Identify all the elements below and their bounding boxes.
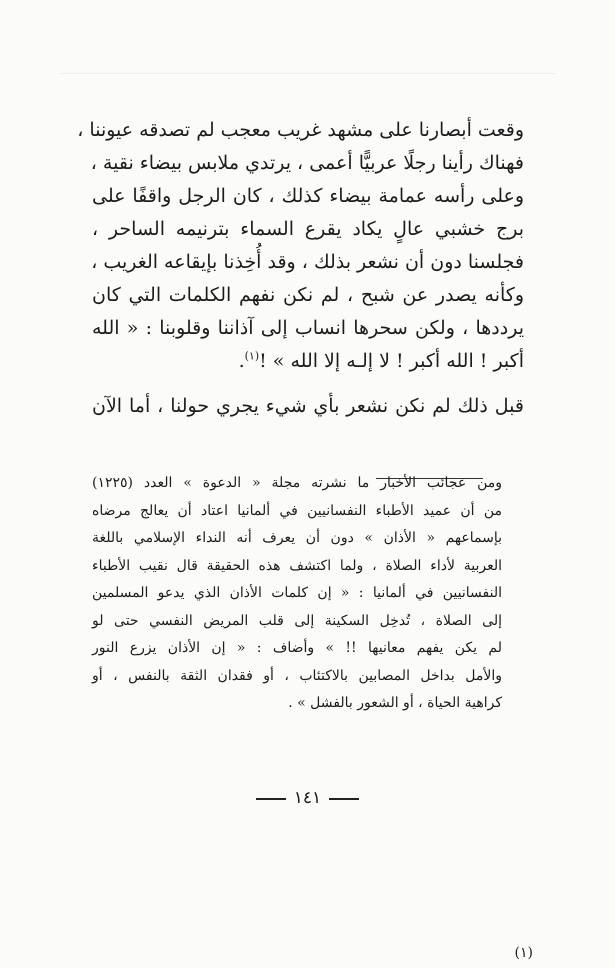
body-line: برج خشبي عالٍ يكاد يقرع السماء بترنيمه الساحر ، xyxy=(92,218,524,240)
body-line: فجلسنا دون أن نشعر بذلك ، وقد أُخِذنا بإيقاعه الغريب ، xyxy=(91,251,524,273)
footnote-line: ومن عجائب الأخبار ما نشرته مجلة « الدعوة » العدد (١٢٢٥) xyxy=(92,475,502,491)
footnote-line-last: كراهية الحياة ، أو الشعور بالفشل » . xyxy=(288,695,502,711)
body-line-last-text: أكبر ! الله أكبر ! لا إلـه إلا الله » ! xyxy=(259,350,524,372)
body-line-last: أكبر ! الله أكبر ! لا إلـه إلا الله » !$^{(١)}$. xyxy=(238,349,524,372)
top-divider xyxy=(60,73,555,74)
footnote-line: النفسانيين في ألمانيا : « إن كلمات الأذان الذي يدعو المسلمين xyxy=(92,585,502,601)
body-line: وقعت أبصارنا على مشهد غريب معجب لم تصدقه عيوننا ، xyxy=(77,119,524,141)
footnote-line: إلى الصلاة ، تُدخِل السكينة إلى قلب المريض النفسي حتى لو xyxy=(92,612,502,629)
next-paragraph-line: قبل ذلك لم نكن نشعر بأي شيء يجري حولنا ، أما الآن xyxy=(92,395,524,417)
page-number-dash xyxy=(329,798,359,800)
footnote-line: من أن عميد الأطباء النفسانيين في ألمانيا اعتاد أن يعالج مرضاه xyxy=(92,502,502,519)
footnote-line: العربية لأداء الصلاة ، ولما اكتشف هذه الحقيقة قال نقيب الأطباء xyxy=(92,557,502,574)
body-line: يرددها ، ولكن سحرها انساب إلى آذاننا وقلوبنا : « الله xyxy=(92,317,524,339)
footnote-line: والأمل بداخل المصابين بالاكتئاب ، أو فقدان الثقة بالنفس ، أو xyxy=(92,667,502,684)
footnote-marker: (١) xyxy=(514,945,533,961)
body-line: وكأنه يصدر عن شبح ، لم نكن نفهم الكلمات التي كان xyxy=(92,284,524,306)
footnote-line: لم يكن يفهم معانيها !! » وأضاف : « إن الأذان يزرع النور xyxy=(92,640,502,656)
footnote-line: بإسماعهم « الأذان » دون أن يعرف أنه النداء الإسلامي باللغة xyxy=(92,530,502,546)
body-line: وعلى رأسه عمامة بيضاء كذلك ، كان الرجل واقفًا على xyxy=(92,185,524,207)
page-number-dash xyxy=(256,798,286,800)
page-number xyxy=(0,786,615,810)
body-line: فهناك رأينا رجلًا عربيًّا أعمى ، يرتدي ملابس بيضاء نقية ، xyxy=(90,152,524,174)
footnote-reference[interactable]: (١) xyxy=(244,349,260,363)
main-paragraph xyxy=(77,114,524,378)
page-number-value: ١٤١ xyxy=(293,788,322,808)
